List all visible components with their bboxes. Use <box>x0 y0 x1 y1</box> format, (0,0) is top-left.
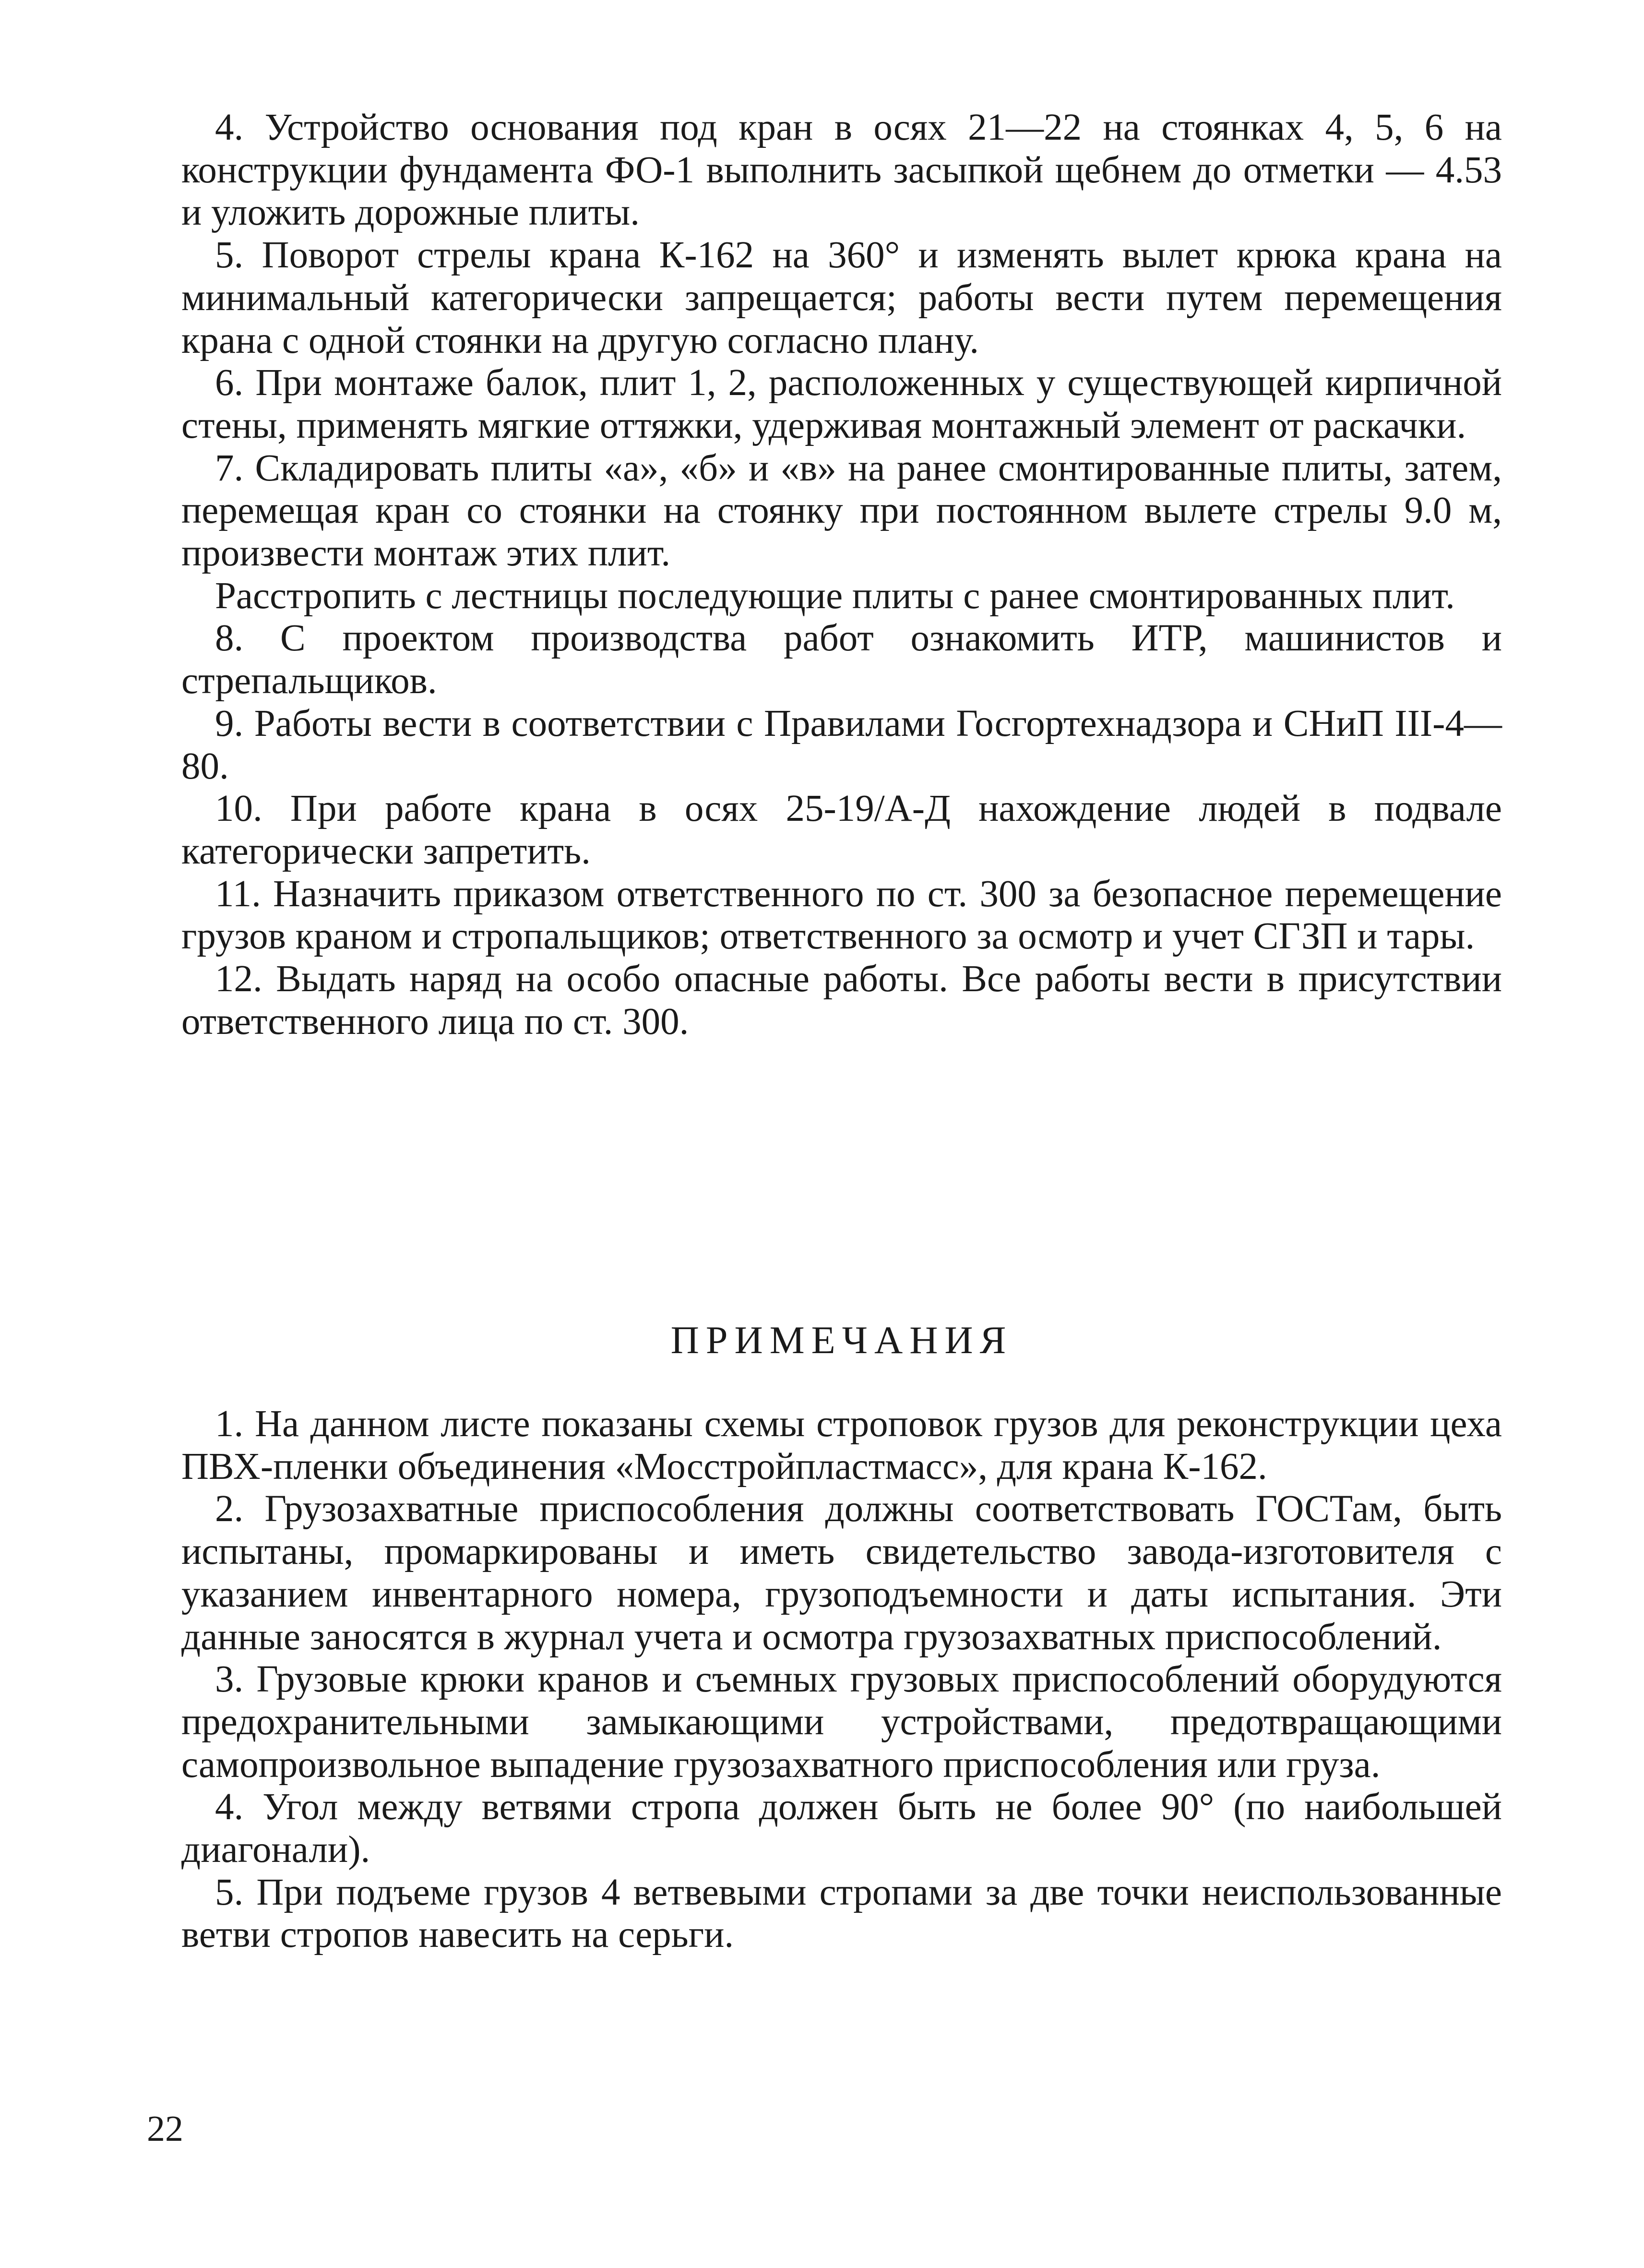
instruction-item-8: 8. С проектом производства работ ознакомить ИТР, машинистов и стрепальщиков. <box>181 617 1502 702</box>
note-item-2: 2. Грузозахватные приспособления должны соответствовать ГОСТам, быть испытаны, промаркированы и иметь свидетельство завода-изготовителя с указанием инвентарного номера, грузоподъемности и даты испытания. Эти данные заносятся в журнал учета и осмотра грузозахватных приспособлений. <box>181 1488 1502 1658</box>
instruction-item-10: 10. При работе крана в осях 25-19/А-Д нахождение людей в подвале категорически запретить. <box>181 788 1502 872</box>
notes-section <box>181 1403 1502 1956</box>
note-item-1: 1. На данном листе показаны схемы строповок грузов для реконструкции цеха ПВХ-пленки объединения «Мосстройпластмасс», для крана К-162. <box>181 1403 1502 1488</box>
note-item-5: 5. При подъеме грузов 4 ветвевыми стропами за две точки неиспользованные ветви стропов навесить на серьги. <box>181 1871 1502 1956</box>
instruction-item-9: 9. Работы вести в соответствии с Правилами Госгортехнадзора и СНиП III-4—80. <box>181 702 1502 787</box>
instructions-section <box>181 107 1502 1043</box>
instruction-item-6: 6. При монтаже балок, плит 1, 2, расположенных у существующей кирпичной стены, применять мягкие оттяжки, удерживая монтажный элемент от раскачки. <box>181 362 1502 446</box>
note-item-3: 3. Грузовые крюки кранов и съемных грузовых приспособлений оборудуются предохранительными замыкающими устройствами, предотвращающими самопроизвольное выпадение грузозахватного приспособления или груза. <box>181 1658 1502 1786</box>
instruction-item-7-continuation: Расстропить с лестницы последующие плиты с ранее смонтированных плит. <box>215 575 1455 617</box>
note-item-4: 4. Угол между ветвями стропа должен быть не более 90° (по наибольшей диагонали). <box>181 1786 1502 1871</box>
page-number: 22 <box>147 2109 183 2149</box>
instruction-item-11: 11. Назначить приказом ответственного по ст. 300 за безопасное перемещение грузов краном и стропальщиков; ответственного за осмотр и учет СГЗП и тары. <box>181 873 1502 958</box>
instruction-item-4: 4. Устройство основания под кран в осях 21—22 на стоянках 4, 5, 6 на конструкции фундамента ФО-1 выполнить засыпкой щебнем до отметки — 4.53 и уложить дорожные плиты. <box>181 107 1502 234</box>
notes-heading: ПРИМЕЧАНИЯ <box>670 1318 1013 1362</box>
instruction-item-5: 5. Поворот стрелы крана К-162 на 360° и изменять вылет крюка крана на минимальный категорически запрещается; работы вести путем перемещения крана с одной стоянки на другую согласно плану. <box>181 234 1502 361</box>
instruction-item-7: 7. Складировать плиты «а», «б» и «в» на ранее смонтированные плиты, затем, перемещая кран со стоянки на стоянку при постоянном вылете стрелы 9.0 м, произвести монтаж этих плит. <box>181 447 1502 575</box>
instruction-item-12: 12. Выдать наряд на особо опасные работы. Все работы вести в присутствии ответственного лица по ст. 300. <box>181 958 1502 1043</box>
